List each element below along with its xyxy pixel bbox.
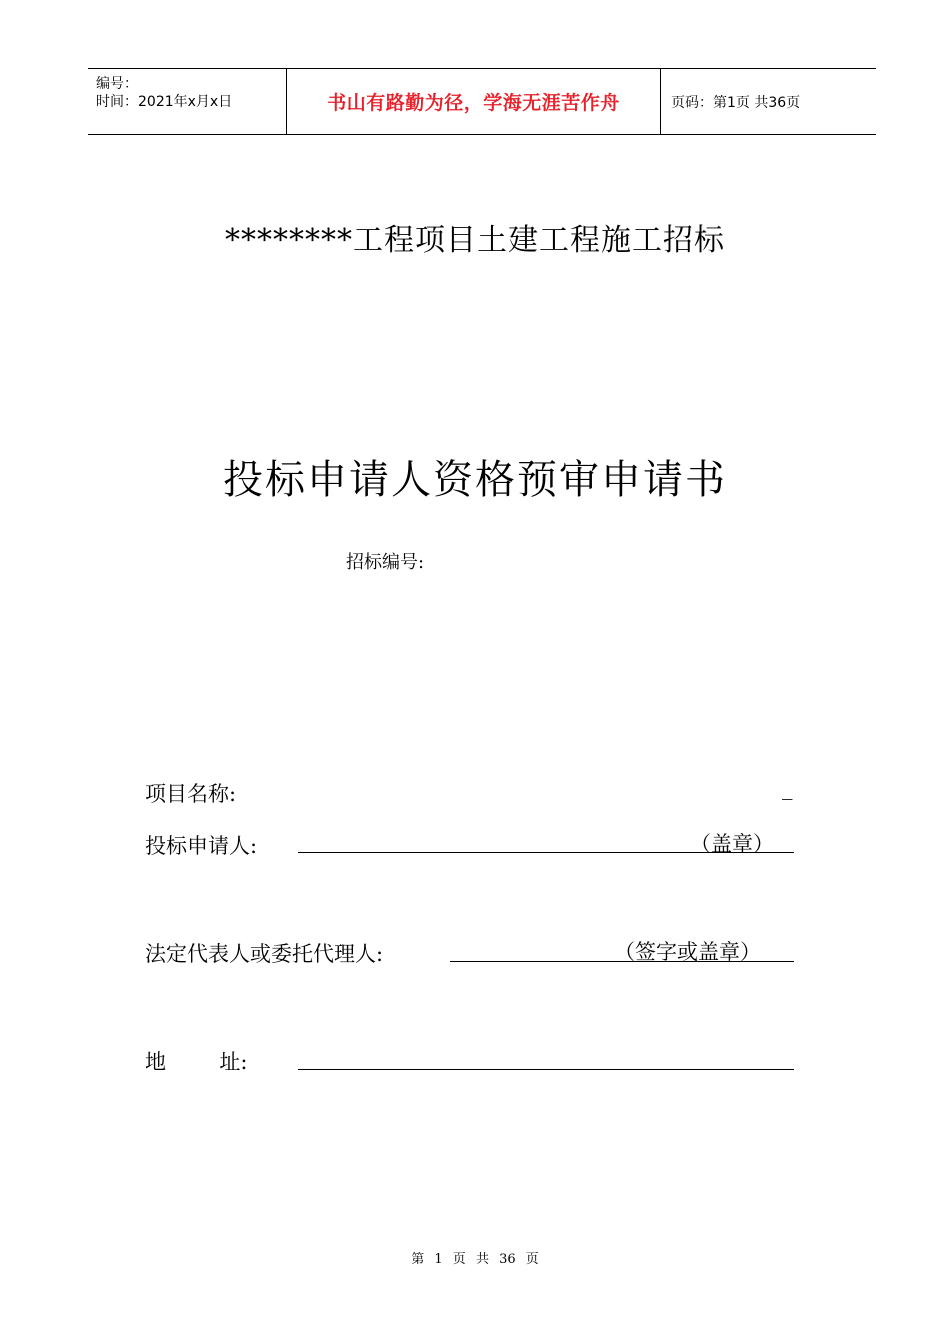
project-name-suffix: _	[782, 776, 793, 800]
tender-number-label: 招标编号:	[346, 552, 425, 573]
footer-total-word: 共	[475, 1252, 489, 1267]
footer-page-total: 36	[499, 1252, 516, 1267]
footer-page-current: 1	[434, 1252, 443, 1267]
representative-sign-note: （签字或盖章）	[614, 940, 761, 964]
document-time-label: 时间：2021年x月x日	[96, 94, 233, 110]
header-motto: 书山有路勤为径，学海无涯苦作舟	[327, 92, 620, 114]
footer-page-word: 第	[411, 1252, 425, 1267]
address-label: 地 址:	[145, 1050, 248, 1074]
applicant-label: 投标申请人:	[145, 834, 258, 858]
applicant-seal-note: （盖章）	[690, 832, 774, 856]
address-underline	[298, 1069, 794, 1070]
header-motto-cell	[287, 69, 661, 134]
page-header-table	[88, 68, 876, 135]
header-page-info: 页码：第1页 共36页	[671, 94, 801, 111]
page-footer	[0, 1248, 950, 1267]
document-main-title: 投标申请人资格预审申请书	[223, 457, 727, 503]
header-meta-cell	[88, 69, 287, 134]
document-number-label: 编号：	[96, 76, 138, 92]
project-name-label: 项目名称:	[145, 782, 237, 806]
footer-total-unit: 页	[525, 1252, 539, 1267]
representative-label: 法定代表人或委托代理人:	[145, 942, 384, 966]
header-page-cell	[661, 69, 876, 134]
project-title: ********工程项目土建工程施工招标	[225, 223, 725, 258]
footer-page-unit: 页	[452, 1252, 466, 1267]
